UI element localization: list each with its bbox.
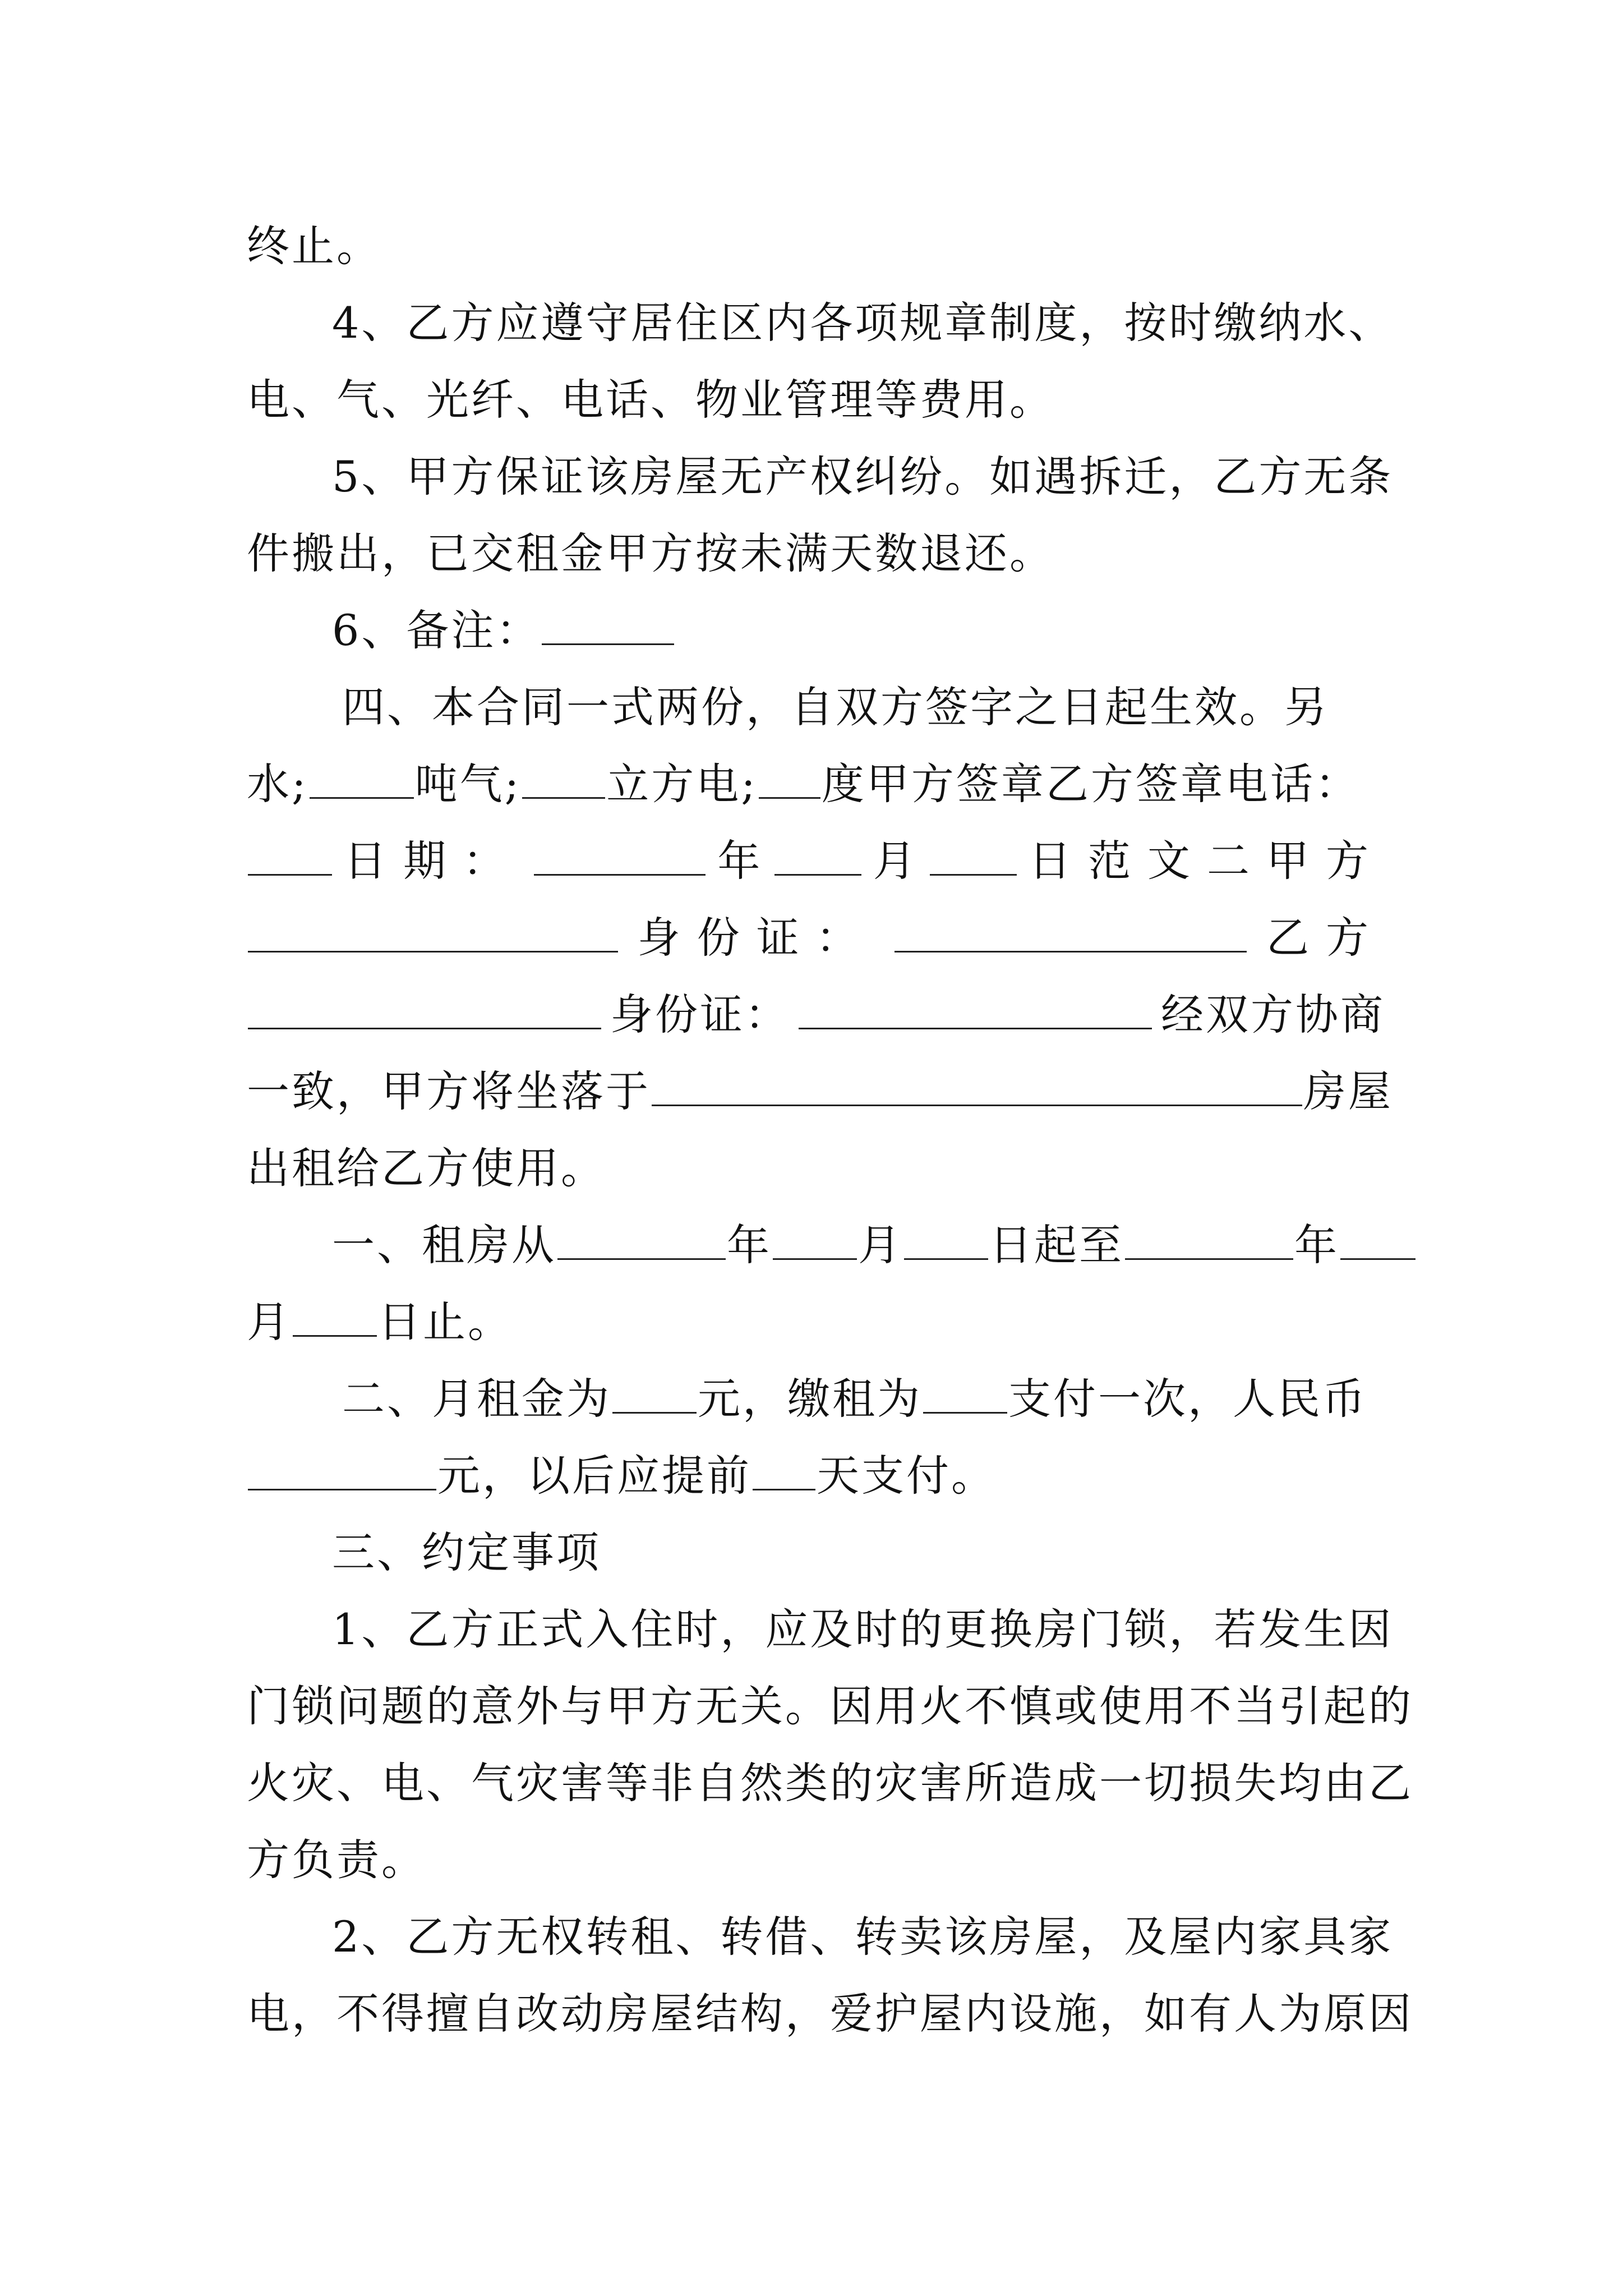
party-b-id-label: 身份证： — [610, 990, 790, 1039]
rent-blank — [612, 1406, 697, 1414]
gas-blank — [522, 792, 605, 799]
from-day-blank — [904, 1253, 988, 1260]
electric-blank — [759, 792, 820, 799]
from-month-blank — [773, 1253, 857, 1260]
text-line: 门锁问题的意外与甲方无关。因用火不慎或使用不当引起的 — [247, 1681, 1413, 1731]
clause-1: 1、乙方正式入住时，应及时的更换房门锁，若发生因 — [332, 1604, 1394, 1654]
rent-label: 二、月租金为 — [342, 1374, 611, 1424]
term-end-line — [247, 1283, 1385, 1360]
party-b-label: 乙方 — [1266, 913, 1385, 963]
utilities-line — [247, 746, 1385, 822]
term-from-label: 一、租房从 — [332, 1220, 556, 1270]
party-a-id-blank — [895, 945, 1247, 953]
text-line: 终止。 — [247, 221, 381, 271]
advance-days-blank — [753, 1483, 815, 1490]
party-a-id-label: 身份证： — [637, 913, 875, 963]
signature-label: 度甲方签章乙方签章电话： — [821, 759, 1360, 809]
year-blank — [534, 868, 706, 876]
to-day-blank — [293, 1329, 377, 1337]
day-blank — [930, 868, 1017, 876]
payment-period-blank — [923, 1406, 1007, 1414]
location-line — [247, 1053, 1393, 1130]
clause-4: 4、乙方应遵守居住区内各项规章制度，按时缴纳水、 — [332, 298, 1394, 348]
party-a-id-line — [247, 899, 1385, 976]
rent-amount-line — [247, 1437, 1385, 1514]
text-line: 火灾、电、气灾害等非自然类的灾害所造成一切损失均由乙 — [247, 1758, 1413, 1808]
section-2-rent — [247, 1360, 1385, 1437]
to-label: 日起至 — [989, 1220, 1124, 1270]
date-label: 日期： — [344, 836, 523, 886]
party-a-name-blank — [248, 945, 618, 953]
clause-6-remarks — [247, 592, 1385, 669]
section-1-term — [247, 1207, 1385, 1283]
rmb-amount-blank — [248, 1483, 436, 1490]
party-b-id-blank — [799, 1022, 1152, 1029]
month-label: 月 — [858, 1220, 903, 1270]
year-label: 年 — [717, 836, 763, 886]
clause-2: 2、乙方无权转租、转借、转卖该房屋，及屋内家具家 — [332, 1912, 1394, 1962]
to-month-blank — [1340, 1253, 1415, 1260]
party-b-id-line — [247, 976, 1385, 1053]
location-blank — [652, 1099, 1302, 1106]
to-year-blank — [1125, 1253, 1293, 1260]
water-label: 水; — [247, 759, 308, 809]
section-3-heading: 三、约定事项 — [332, 1527, 601, 1577]
month-label: 月 — [247, 1297, 292, 1347]
negotiation-text: 经双方协商 — [1161, 990, 1385, 1039]
payment-label: 元，缴租为 — [698, 1374, 922, 1424]
water-blank — [310, 792, 414, 799]
house-label: 房屋 — [1303, 1066, 1393, 1116]
text-line: 方负责。 — [247, 1835, 426, 1885]
year-label: 年 — [727, 1220, 772, 1270]
currency-label: 支付一次，人民币 — [1008, 1374, 1367, 1424]
days-label: 天支付。 — [817, 1451, 996, 1501]
year-label: 年 — [1294, 1220, 1339, 1270]
clause-5: 5、甲方保证该房屋无产权纠纷。如遇拆迁，乙方无条 — [332, 452, 1394, 501]
electric-label: 立方电; — [606, 759, 758, 809]
party-b-name-blank — [248, 1022, 601, 1029]
text-line: 出租给乙方使用。 — [247, 1143, 606, 1193]
month-label: 月 — [873, 836, 918, 886]
location-label: 一致，甲方将坐落于 — [247, 1066, 651, 1116]
phone-blank — [248, 868, 332, 876]
remarks-blank — [542, 638, 674, 645]
advance-label: 元，以后应提前 — [437, 1451, 751, 1501]
text-line: 电、气、光纤、电话、物业管理等费用。 — [247, 375, 1054, 425]
gas-label: 吨气; — [414, 759, 522, 809]
remarks-label: 6、备注： — [332, 605, 541, 655]
contract-page — [247, 208, 1413, 2052]
end-label: 日止。 — [378, 1297, 513, 1347]
date-line — [247, 822, 1385, 899]
from-year-blank — [557, 1253, 726, 1260]
party-a-label: 日范文二甲方 — [1028, 836, 1385, 886]
text-line: 电，不得擅自改动房屋结构，爱护屋内设施，如有人为原因 — [247, 1989, 1413, 2039]
text-line: 件搬出，已交租金甲方按未满天数退还。 — [247, 528, 1054, 578]
month-blank — [774, 868, 861, 876]
section-4: 四、本合同一式两份，自双方签字之日起生效。另 — [342, 682, 1329, 732]
